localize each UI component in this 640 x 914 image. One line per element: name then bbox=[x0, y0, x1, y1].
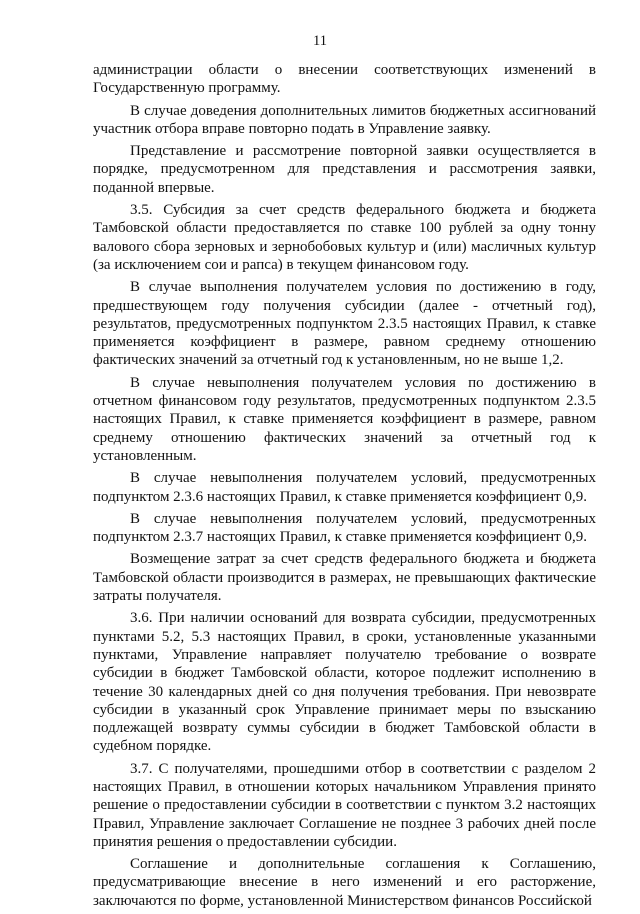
page-number: 11 bbox=[313, 33, 327, 49]
document-body bbox=[93, 61, 596, 914]
paragraph-repeat-application: Представление и рассмотрение повторной заявки осуществляется в порядке, предусмотренном для представления и рассмотрения заявки, поданной впервые. bbox=[93, 143, 596, 196]
paragraph-agreement-form: Соглашение и дополнительные соглашения к Соглашению, предусматривающие внесение в него изменений и его расторжение, заключаются по форме, установленной Министерством финансов Российской bbox=[93, 856, 596, 909]
paragraph-3-6: 3.6. При наличии оснований для возврата субсидии, предусмотренных пунктами 5.2, 5.3 настоящих Правил, в сроки, установленные указанными пунктами, Управление направляет получателю требование о возврате субсидии в бюджет Тамбовской области, которое подлежит исполнению в течение 30 календарных дней со дня получения требования. При невозврате субсидии в указанный срок Управление принимает меры по взысканию подлежащей возврату суммы субсидии в бюджет Тамбовской области в судебном порядке. bbox=[93, 610, 596, 755]
paragraph-2-3-7-coefficient: В случае невыполнения получателем условий, предусмотренных подпунктом 2.3.7 настоящих Правил, к ставке применяется коэффициент 0,9. bbox=[93, 510, 596, 546]
paragraph-2-3-6-coefficient: В случае невыполнения получателем условий, предусмотренных подпунктом 2.3.6 настоящих Правил, к ставке применяется коэффициент 0,9. bbox=[93, 470, 596, 505]
paragraph-nonfulfilment-coefficient: В случае невыполнения получателем условия по достижению в отчетном финансовом году результатов, предусмотренных подпунктом 2.3.5 настоящих Правил, к ставке применяется коэффициент в размере, равном среднему отношению фактических значений за отчетный год к установленным. bbox=[93, 374, 596, 464]
paragraph-fulfilment-coefficient: В случае выполнения получателем условия по достижению в году, предшествующем году получения субсидии (далее - отчетный год), результатов, предусмотренных подпунктом 2.3.5 настоящих Правил, к ставке применяется коэффициент в размере, равном среднему отношению фактических значений за отчетный год к установленным, но не выше 1,2. bbox=[93, 279, 596, 369]
paragraph-cost-reimbursement: Возмещение затрат за счет средств федерального бюджета и бюджета Тамбовской области производится в размерах, не превышающих фактические затраты получателя. bbox=[93, 551, 596, 605]
paragraph-3-5: 3.5. Субсидия за счет средств федерального бюджета и бюджета Тамбовской области предоставляется по ставке 100 рублей за одну тонну валового сбора зерновых и зернобобовых культур и (или) масличных культур (за исключением сои и рапса) в текущем финансовом году. bbox=[93, 202, 596, 273]
paragraph-3-7: 3.7. С получателями, прошедшими отбор в соответствии с разделом 2 настоящих Правил, в отношении которых начальником Управления принято решение о предоставлении субсидии в соответствии с пунктом 3.2 настоящих Правил, Управление заключает Соглашение не позднее 3 рабочих дней после принятия решения о предоставлении субсидии. bbox=[93, 760, 596, 850]
paragraph-additional-limits: В случае доведения дополнительных лимитов бюджетных ассигнований участник отбора вправе повторно подать в Управление заявку. bbox=[93, 102, 596, 137]
paragraph-continuation: администрации области о внесении соответствующих изменений в Государственную программу. bbox=[93, 62, 596, 97]
